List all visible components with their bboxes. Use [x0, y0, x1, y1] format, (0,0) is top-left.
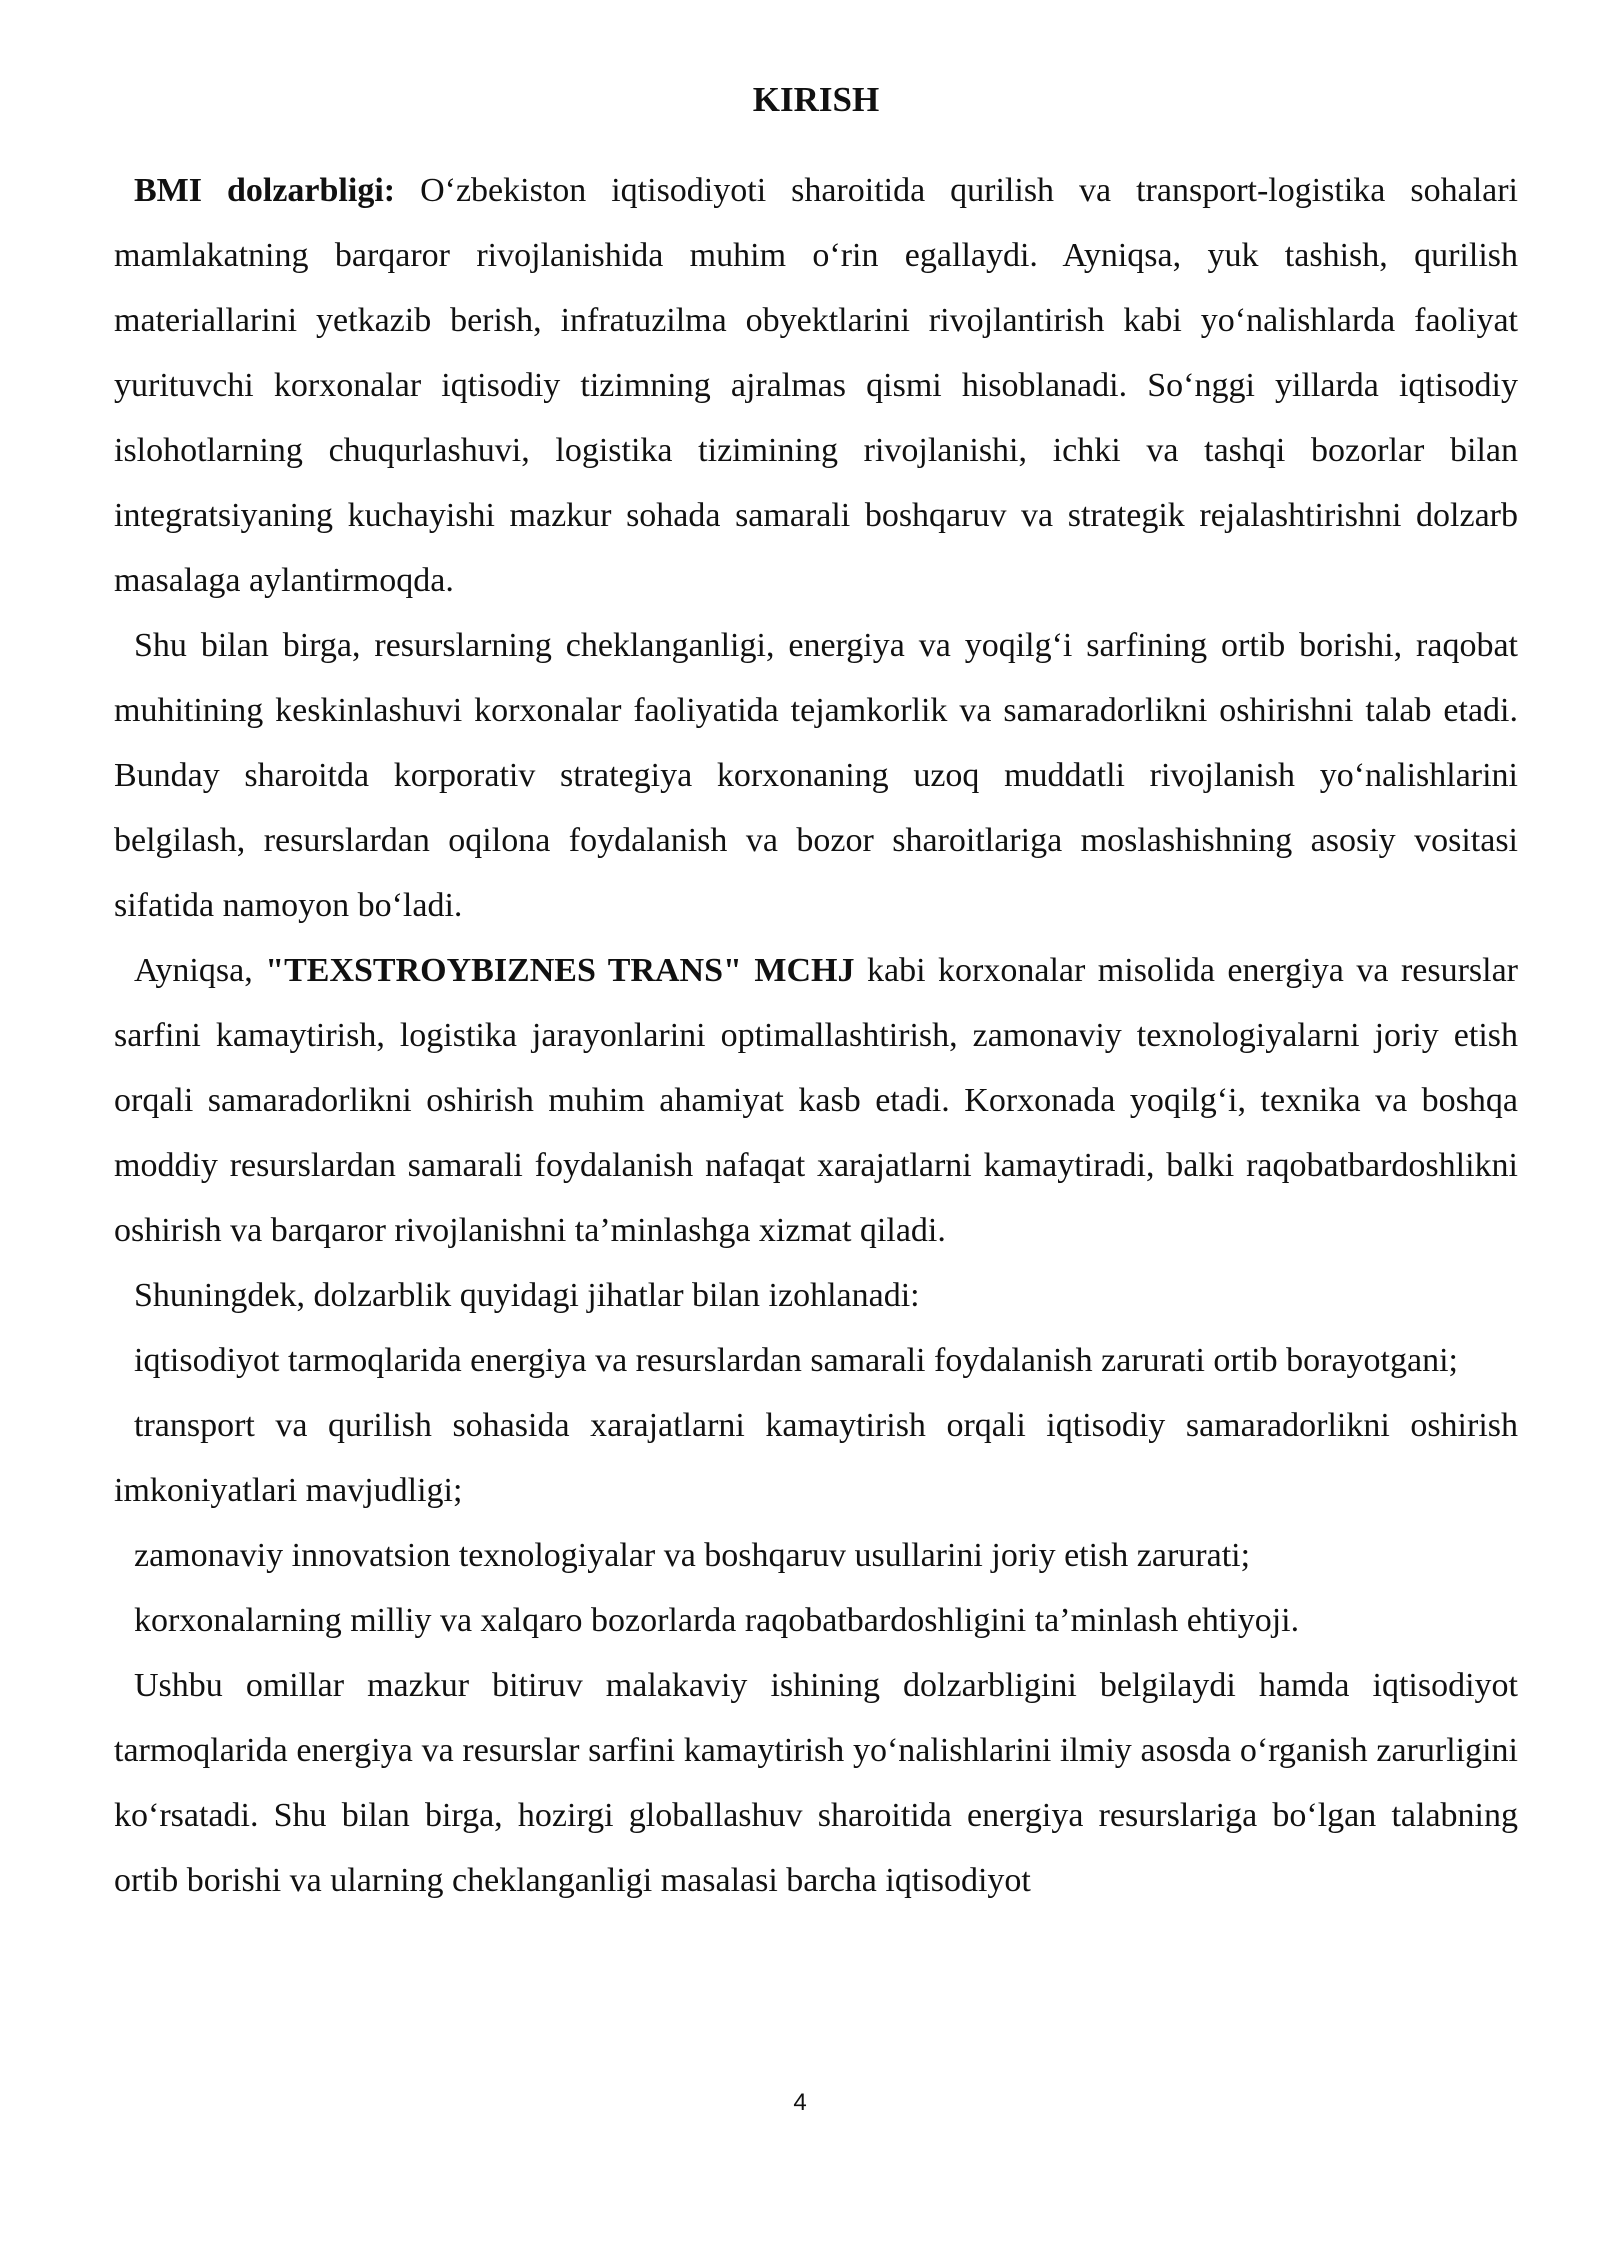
page-title: KIRISH — [752, 80, 880, 119]
company-name: "TEXSTROYBIZNES TRANS" MCHJ — [265, 952, 855, 989]
paragraph-company — [114, 938, 1518, 1263]
list-item-competitiveness: korxonalarning milliy va xalqaro bozorlarda raqobatbardoshligini ta’minlash ehtiyoji. — [134, 1602, 1300, 1639]
company-text: kabi korxonalar misolida energiya va resurslar sarfini kamaytirish, logistika jarayonlarini optimallashtirish, zamonaviy texnologiyalarni joriy etish orqali samaradorlikni oshirish muhim ahamiyat kasb etadi. Korxonada yoqilg‘i, texnika va boshqa moddiy resurslardan samarali foydalanish nafaqat xarajatlarni kamaytiradi, balki raqobatbardoshlikni oshirish va barqaror rivojlanishni ta’minlashga xizmat qiladi. — [114, 952, 1518, 1249]
list-item-energy: iqtisodiyot tarmoqlarida energiya va resurslardan samarali foydalanish zarurati ortib borayotgani; — [134, 1342, 1458, 1379]
list-item-transport: transport va qurilish sohasida xarajatlarni kamaytirish orqali iqtisodiy samaradorlikni oshirish imkoniyatlari mavjudligi; — [114, 1407, 1518, 1509]
list-item-innovation: zamonaviy innovatsion texnologiyalar va boshqaruv usullarini joriy etish zarurati; — [134, 1537, 1251, 1574]
document-page — [114, 60, 1518, 1913]
relevance-text: O‘zbekiston iqtisodiyoti sharoitida qurilish va transport-logistika sohalari mamlakatning barqaror rivojlanishida muhim o‘rin egallaydi. Ayniqsa, yuk tashish, qurilish materiallarini yetkazib berish, infratuzilma obyektlarini rivojlantirish kabi yo‘nalishlarda faoliyat yurituvchi korxonalar iqtisodiy tizimning ajralmas qismi hisoblanadi. So‘nggi yillarda iqtisodiy islohotlarning chuqurlashuvi, logistika tizimining rivojlanishi, ichki va tashqi bozorlar bilan integratsiyaning kuchayishi mazkur sohada samarali boshqaruv va strategik rejalashtirishni dolzarb masalaga aylantirmoqda. — [114, 172, 1518, 599]
paragraph-relevance — [114, 158, 1518, 613]
paragraph-resources: Shu bilan birga, resurslarning cheklanganligi, energiya va yoqilg‘i sarfining ortib borishi, raqobat muhitining keskinlashuvi korxonalar faoliyatida tejamkorlik va samaradorlikni oshirishni talab etadi. Bunday sharoitda korporativ strategiya korxonaning uzoq muddatli rivojlanish yo‘nalishlarini belgilash, resurslardan oqilona foydalanish va bozor sharoitlariga moslashishning asosiy vositasi sifatida namoyon bo‘ladi. — [114, 627, 1518, 924]
company-intro: Ayniqsa, — [134, 952, 266, 989]
relevance-lead: BMI dolzarbligi: — [134, 172, 396, 209]
paragraph-conclusion: Ushbu omillar mazkur bitiruv malakaviy ishining dolzarbligini belgilaydi hamda iqtisodiyot tarmoqlarida energiya va resurslar sarfini kamaytirish yo‘nalishlarini ilmiy asosda o‘rganish zarurligini ko‘rsatadi. Shu bilan birga, hozirgi globallashuv sharoitida energiya resurslariga bo‘lgan talabning ortib borishi va ularning cheklanganligi masalasi barcha iqtisodiyot — [114, 1667, 1518, 1899]
paragraph-aspects-intro: Shuningdek, dolzarblik quyidagi jihatlar bilan izohlanadi: — [134, 1277, 920, 1314]
page-number: 4 — [793, 2089, 807, 2116]
